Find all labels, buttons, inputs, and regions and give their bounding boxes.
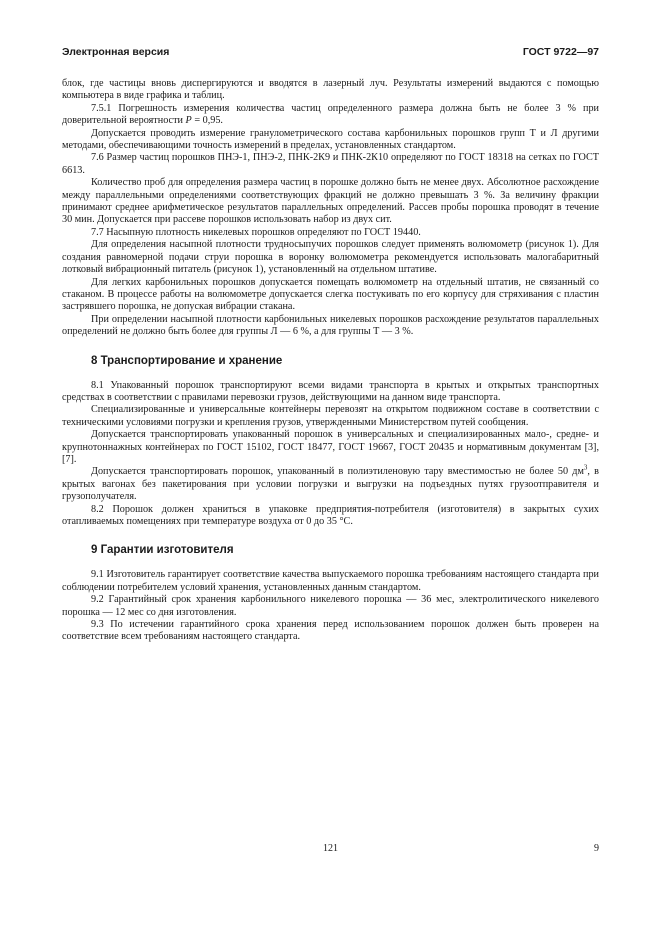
section-heading-warranty: 9 Гарантии изготовителя xyxy=(91,544,234,557)
paragraph: При определении насыпной плотности карбонильных никелевых порошков расхождение результатов параллельных определений не должно быть более для группы Л — 6 %, а для группы Т — 3 %. xyxy=(62,313,599,338)
document-body xyxy=(62,78,599,644)
paragraph: Для легких карбонильных порошков допускается помещать волюмометр на отдельный штатив, не связанный со стаканом. В процессе работы на волюмометре допускается слегка постукивать по его корпусу для стряхивания с пластин застрявшего порошка, не допуская вибрации стакана. xyxy=(62,276,599,313)
section-heading-transport: 8 Транспортирование и хранение xyxy=(91,354,283,367)
paragraph: 7.5.1 Погрешность измерения количества частиц определенного размера должна быть не более 3 % при доверительной вероятности P = 0,95. xyxy=(62,102,599,127)
paragraph: 9.2 Гарантийный срок хранения карбонильного никелевого порошка — 36 мес, электролитического никелевого порошка — 12 мес со дня изготовления. xyxy=(62,594,599,618)
paragraph: Допускается проводить измерение гранулометрического состава карбонильных порошков групп Т и Л другими методами, обеспечивающими точность измерений в пределах, установленных стандартом. xyxy=(62,127,599,152)
paragraph: 8.1 Упакованный порошок транспортируют всеми видами транспорта в крытых и открытых транспортных средствах в соответствии с правилами перевозки грузов, действующими на данном виде транспорта. xyxy=(62,379,599,403)
paragraph: Допускается транспортировать порошок, упакованный в полиэтиленовую тару вместимостью не более 50 $дм^3$, в крытых вагонах без пакетирования при условии погрузки и выгрузки на подъездных путях грузоотправителя и грузополучателя. xyxy=(62,463,599,503)
superscript: 3 xyxy=(583,463,588,472)
paragraph: Количество проб для определения размера частиц в порошке должно быть не менее двух. Абсолютное расхождение между параллельными определениями соответствующих фракций не должно превышать 3 %. За величину фракции принимают среднее арифметическое результатов параллельных определений. Рассев пробы порошка проводят в течение 30 мин. Допускается при рассеве порошков использовать набор из двух сит. xyxy=(62,177,599,226)
page-number: 9 xyxy=(594,843,599,854)
page-number-collection: 121 xyxy=(323,843,338,854)
paragraph: Допускается транспортировать упакованный порошок в универсальных и специализированных мало-, средне- и крупнотоннажных контейнерах по ГОСТ 15102, ГОСТ 18477, ГОСТ 19667, ГОСТ 20435 и нормативным документам [3], [7]. xyxy=(62,429,599,465)
paragraph: 7.7 Насыпную плотность никелевых порошков определяют по ГОСТ 19440. xyxy=(91,226,421,238)
paragraph: 7.6 Размер частиц порошков ПНЭ-1, ПНЭ-2, ПНК-2К9 и ПНК-2К10 определяют по ГОСТ 18318 на сетках по ГОСТ 6613. xyxy=(62,152,599,176)
paragraph: Специализированные и универсальные контейнеры перевозят на открытом подвижном составе в соответствии с техническими условиями погрузки и крепления грузов, утвержденными Министерством путей сообщения. xyxy=(62,404,599,428)
paragraph: Для определения насыпной плотности трудносыпучих порошков следует применять волюмометр (рисунок 1). Для создания равномерной подачи струи порошка в воронку волюмометра рекомендуется использовать малогабаритный лотковый вибрационный питатель (рисунок 1), установленный на отдельном штативе. xyxy=(62,239,599,276)
paragraph: 9.1 Изготовитель гарантирует соответствие качества выпускаемого порошка требованиям настоящего стандарта при соблюдении потребителем условий хранения, установленных данным стандартом. xyxy=(62,569,599,593)
page-header xyxy=(62,46,599,62)
header-standard-number: ГОСТ 9722—97 xyxy=(522,46,599,58)
paragraph: 9.3 По истечении гарантийного срока хранения перед использованием порошок должен быть проверен на соответствие всем требованиям настоящего стандарта. xyxy=(62,619,599,643)
header-edition-label: Электронная версия xyxy=(62,46,170,58)
probability-variable: P xyxy=(185,115,192,127)
paragraph: 8.2 Порошок должен храниться в упаковке предприятия-потребителя (изготовителя) в закрытых сухих отапливаемых помещениях при температуре воздуха от 0 до 35 °С. xyxy=(62,503,599,527)
paragraph: блок, где частицы вновь диспергируются и вводятся в лазерный луч. Результаты измерений выдаются с помощью компьютера в виде графика и таблиц. xyxy=(62,78,599,102)
